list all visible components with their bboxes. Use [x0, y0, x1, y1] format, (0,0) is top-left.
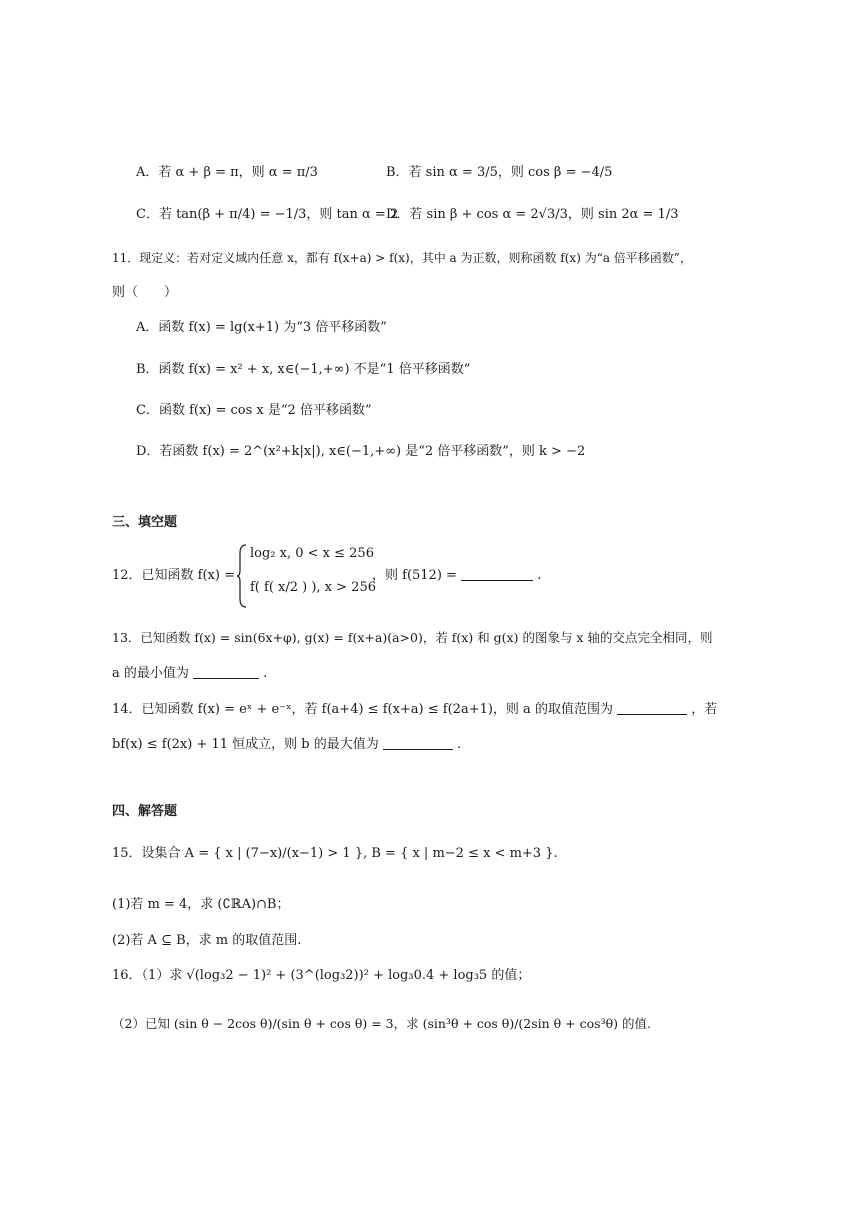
q15-part-1: (1)若 m = 4，求 (∁ℝA)∩B；: [112, 897, 290, 912]
q10-option-c: C．若 tan(β + π/4) = −1/3，则 tan α = 2: [136, 207, 399, 222]
q11-option-c: C．函数 f(x) = cos x 是“2 倍平移函数”: [136, 403, 372, 418]
q11-option-a: A．函数 f(x) = lg(x+1) 为“3 倍平移函数”: [136, 320, 387, 335]
q13-ask: a 的最小值为: [112, 666, 189, 681]
q12-prefix: 12．已知函数 f(x) =: [112, 568, 235, 583]
q14-ask-a: 14．已知函数 f(x) = eˣ + e⁻ˣ，若 f(a+4) ≤ f(x+a) ≤ f(2a+1)，则 a 的取值范围为: [112, 702, 613, 717]
q13-line-2: [112, 664, 267, 684]
q16-part-1: 16．（1）求 √(log₃2 − 1)² + (3^(log₃2))² + log₃0.4 + log₃5 的值；: [112, 968, 531, 983]
q12-case-2: f( f( x/2 ) ), x > 256: [250, 580, 376, 595]
q10-option-a: A．若 α + β = π，则 α = π/3: [136, 165, 318, 180]
q12-answer-blank[interactable]: [461, 566, 533, 581]
q13-answer-blank[interactable]: [193, 664, 259, 679]
section-heading-fill-in: 三、填空题: [112, 515, 178, 530]
q13-period: .: [263, 666, 268, 681]
q14-ask-b: bf(x) ≤ f(2x) + 11 恒成立，则 b 的最大值为: [112, 737, 379, 752]
q16-part-2: （2）已知 (sin θ − 2cos θ)/(sin θ + cos θ) = 3，求 (sin³θ + cos θ)/(2sin θ + cos³θ) 的值.: [112, 1016, 651, 1031]
q12-suffix: [372, 566, 541, 586]
q14-answer-blank-1[interactable]: [617, 700, 687, 715]
q11-option-d: D．若函数 f(x) = 2^(x²+k|x|), x∈(−1,+∞) 是“2 倍平移函数”，则 k > −2: [136, 444, 586, 459]
q14-connector: ，若: [691, 702, 718, 717]
q15-stem: 15．设集合 A = { x | (7−x)/(x−1) > 1 }, B = { x | m−2 ≤ x < m+3 }.: [112, 846, 558, 861]
q12-period: .: [537, 568, 542, 583]
q14-line-1: [112, 700, 717, 720]
q14-answer-blank-2[interactable]: [383, 735, 453, 750]
q12-ask: ，则 f(512) =: [372, 568, 457, 583]
q13-line-1: 13．已知函数 f(x) = sin(6x+φ), g(x) = f(x+a)(a>0)，若 f(x) 和 g(x) 的图象与 x 轴的交点完全相同，则: [112, 630, 713, 645]
q12-left-brace: [236, 543, 248, 609]
q15-part-2: (2)若 A ⊆ B，求 m 的取值范围.: [112, 933, 302, 948]
q10-option-d: D．若 sin β + cos α = 2√3/3，则 sin 2α = 1/3: [386, 207, 679, 222]
q11-stem: 11．现定义：若对定义域内任意 x，都有 f(x+a) > f(x)，其中 a 为正数，则称函数 f(x) 为“a 倍平移函数”，: [112, 251, 692, 265]
q11-stem-continued: 则（ ）: [112, 285, 178, 300]
section-heading-answer: 四、解答题: [112, 804, 178, 819]
q10-option-b: B．若 sin α = 3/5，则 cos β = −4/5: [386, 165, 613, 180]
q14-line-2: [112, 735, 461, 755]
q14-period: .: [457, 737, 462, 752]
q11-option-b: B．函数 f(x) = x² + x, x∈(−1,+∞) 不是“1 倍平移函数”: [136, 362, 471, 377]
q12-case-1: log₂ x, 0 < x ≤ 256: [250, 546, 374, 561]
